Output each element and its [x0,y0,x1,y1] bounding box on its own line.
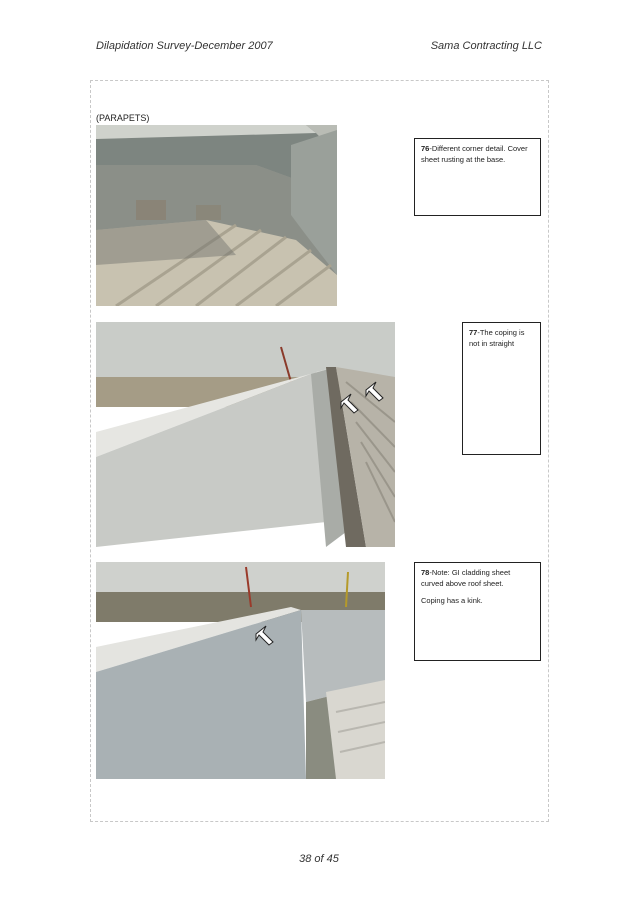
photo-76 [96,125,337,306]
caption-76 [414,138,541,216]
caption-number: 78 [421,568,430,577]
caption-text: -The coping is not in straight [469,328,525,348]
caption-78 [414,562,541,661]
caption-paragraph-extra: Coping has a kink. [421,595,483,605]
photo-77 [96,322,395,547]
caption-77 [462,322,541,455]
document-title: Dilapidation Survey-December 2007 [96,40,273,52]
section-title: (PARAPETS) [96,113,150,123]
caption-number: 76 [421,144,430,153]
photo-78 [96,562,385,779]
caption-text: -Different corner detail. Cover sheet rusting at the base. [421,144,528,164]
caption-text: -Note: GI cladding sheet curved above roof sheet. [421,568,511,588]
company-name: Sama Contracting LLC [430,40,542,52]
caption-number: 77 [469,328,478,337]
caption-paragraph [421,568,534,590]
page-number: 38 of 45 [299,853,339,865]
